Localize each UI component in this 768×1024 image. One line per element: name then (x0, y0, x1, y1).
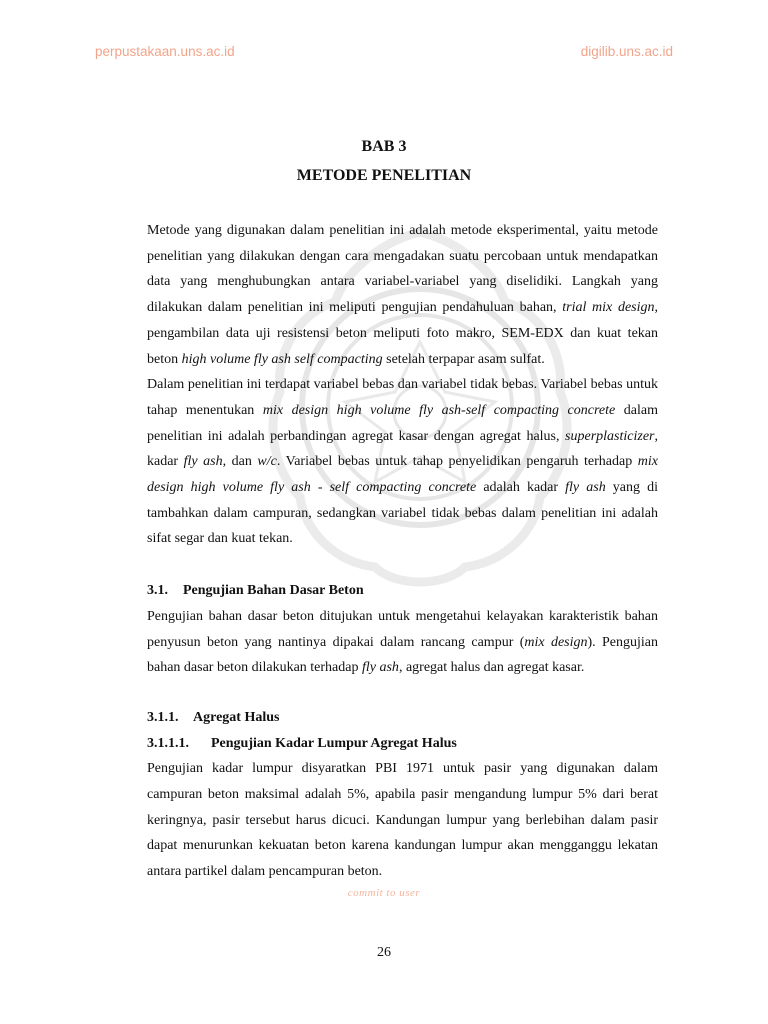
chapter-number: BAB 3 (361, 138, 407, 155)
intro-paragraph-2: Dalam penelitian ini terdapat variabel bebas dan variabel tidak bebas. Variabel bebas untuk tahap menentukan mix design high volume fly ash-self compacting concrete dalam penelitian ini adalah perbandingan agregat kasar dengan agregat halus, superplasticizer, kadar fly ash, dan w/c. Variabel bebas untuk tahap penyelidikan pengaruh terhadap mix design high volume fly ash - self compacting concrete adalah kadar fly ash yang di tambahkan dalam campuran, sedangkan variabel tidak bebas dalam penelitian ini adalah sifat segar dan kuat tekan. (147, 377, 659, 547)
document-body (147, 218, 658, 885)
header-left-link[interactable]: perpustakaan.uns.ac.id (95, 44, 235, 59)
page-header (95, 44, 673, 62)
chapter-title: METODE PENELITIAN (296, 167, 472, 184)
commit-to-user-watermark: commit to user (347, 887, 421, 899)
page-number: 26 (377, 945, 391, 960)
section-heading-3-1-1-1: 3.1.1.1. Pengujian Kadar Lumpur Agregat Halus (147, 735, 457, 751)
intro-paragraph-1: Metode yang digunakan dalam penelitian ini adalah metode eksperimental, yaitu metode penelitian yang dilakukan dengan cara mengadakan suatu percobaan untuk mendapatkan data yang menghubungkan antara variabel-variabel yang diselidiki. Langkah yang dilakukan dalam penelitian ini meliputi pengujian pendahuluan bahan, trial mix design, pengambilan data uji resistensi beton meliputi foto makro, SEM-EDX dan kuat tekan beton high volume fly ash self compacting setelah terpapar asam sulfat. (147, 223, 658, 367)
section-heading-3-1-1: 3.1.1. Agregat Halus (147, 709, 280, 725)
section-heading-3-1: 3.1. Pengujian Bahan Dasar Beton (147, 583, 364, 599)
header-right-link[interactable]: digilib.uns.ac.id (580, 44, 673, 59)
section-3-1-1-1-paragraph: Pengujian kadar lumpur disyaratkan PBI 1971 untuk pasir yang digunakan dalam campuran beton maksimal adalah 5%, apabila pasir mengandung lumpur 5% dari berat keringnya, pasir tersebut harus dicuci. Kandungan lumpur yang berlebihan dalam pasir dapat menurunkan kekuatan beton karena kandungan lumpur akan mengganggu lekatan antara partikel dalam pencampuran beton. (147, 761, 658, 880)
section-3-1-paragraph: Pengujian bahan dasar beton ditujukan untuk mengetahui kelayakan karakteristik bahan penyusun beton yang nantinya dipakai dalam rancang campur (mix design). Pengujian bahan dasar beton dilakukan terhadap fly ash, agregat halus dan agregat kasar. (147, 608, 659, 676)
